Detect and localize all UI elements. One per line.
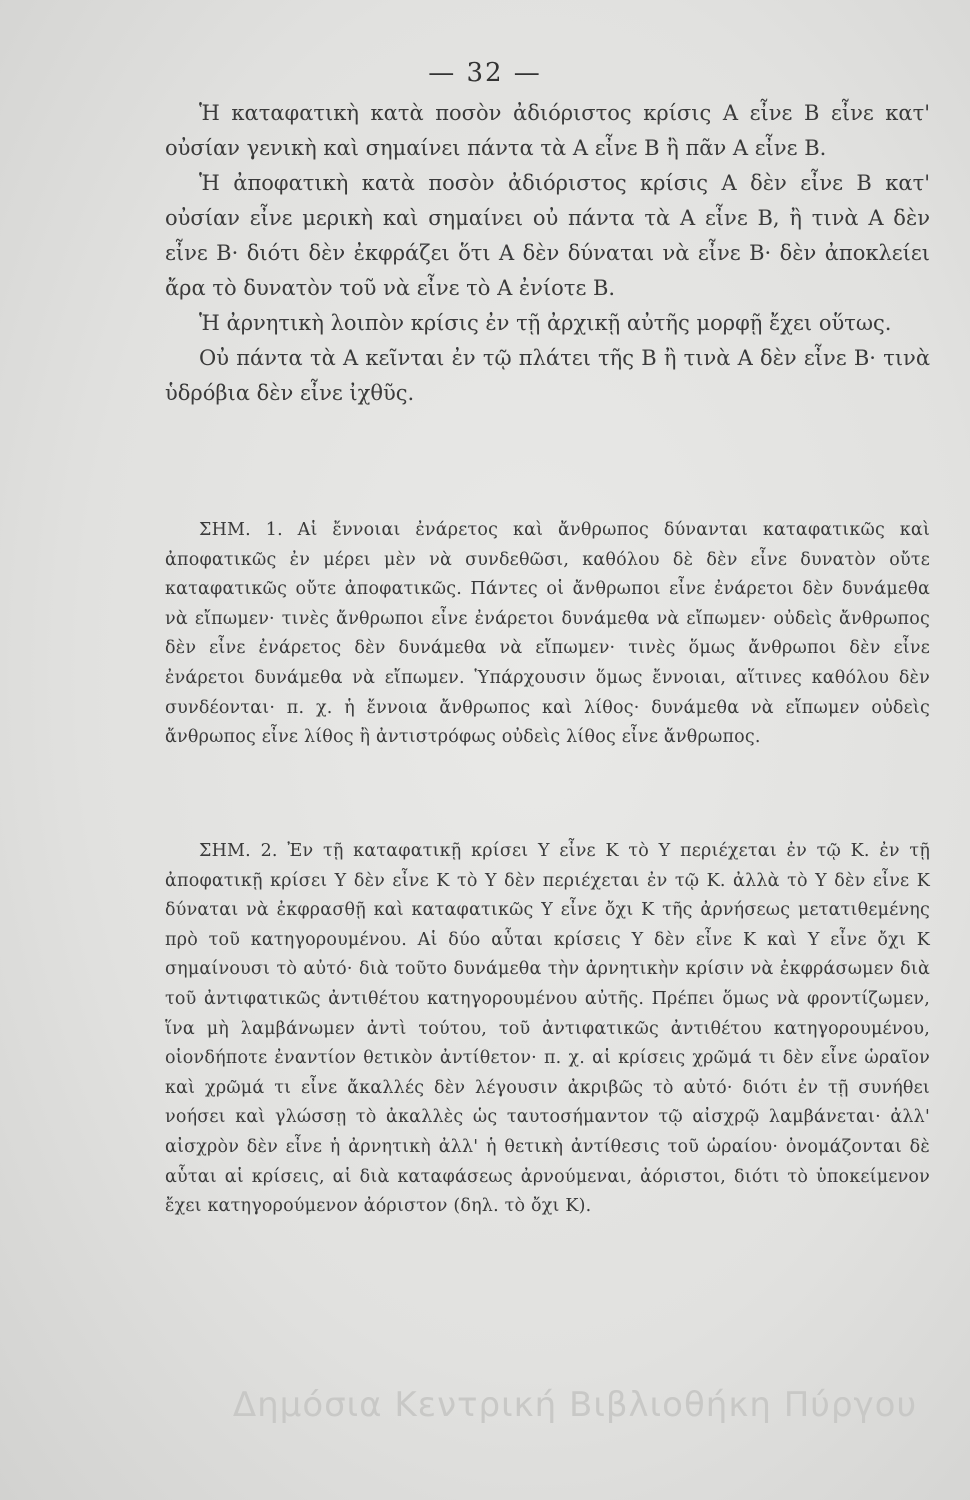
note-2-text: ΣΗΜ. 2. Ἐν τῇ καταφατικῇ κρίσει Υ εἶνε Κ τὸ Υ περιέχεται ἐν τῷ Κ. ἐν τῇ ἀποφατικῇ κρίσει Υ δὲν εἶνε Κ τὸ Υ δὲν περιέχεται ἐν τῷ Κ. ἀλλὰ τὸ Υ δὲν εἶνε Κ δύναται νὰ ἐκφρασθῇ καὶ καταφατικῶς Υ εἶνε ὄχι Κ τῆς ἀρνήσεως μετατιθεμένης πρὸ τοῦ κατηγορουμένου. Αἱ δύο αὗται κρίσεις Υ δὲν εἶνε Κ καὶ Υ εἶνε ὄχι Κ σημαίνουσι τὸ αὐτό· διὰ τοῦτο δυνάμεθα τὴν ἀρνητικὴν κρίσιν νὰ ἐκφράσωμεν διὰ τοῦ ἀντιφατικῶς ἀντιθέτου κατηγορουμένου αὐτῆς. Πρέπει ὅμως νὰ φροντίζωμεν, ἵνα μὴ λαμβάνωμεν ἀντὶ τούτου, τοῦ ἀντιφατικῶς ἀντιθέτου κατηγορουμένου, οἱονδήποτε ἐναντίον θετικὸν ἀντίθετον· π. χ. αἱ κρίσεις χρῶμά τι δὲν εἶνε ὡραῖον καὶ χρῶμά τι εἶνε ἄκαλλές δὲν λέγουσιν ἀκριβῶς τὸ αὐτό· διότι ἐν τῇ συνήθει νοήσει καὶ γλώσσῃ τὸ ἀκαλλὲς ὡς ταυτοσήμαντον τῷ αἰσχρῷ λαμβάνεται· ἀλλ' αἰσχρὸν δὲν εἶνε ἡ ἀρνητικὴ ἀλλ' ἡ θετικὴ ἀντίθεσις τοῦ ὡραίου· ὀνομάζονται δὲ αὗται αἱ κρίσεις, αἱ διὰ καταφάσεως ἀρνούμεναι, ἀόριστοι, διότι τὸ ὑποκείμενον ἔχει κατηγορούμενον ἀόριστον (δηλ. τὸ ὄχι Κ). [165,841,930,1217]
note-1 [165,516,930,753]
paragraph-affirmative: Ἡ καταφατικὴ κατὰ ποσὸν ἀδιόριστος κρίσις Α εἶνε Β εἶνε κατ' οὐσίαν γενικὴ καὶ σημαίνει πάντα τὰ Α εἶνε Β ἢ πᾶν Α εἶνε Β. [165,101,930,160]
paragraph-negative-form: Ἡ ἀρνητικὴ λοιπὸν κρίσις ἐν τῇ ἀρχικῇ αὐτῆς μορφῇ ἔχει οὕτως. [199,311,892,335]
note-1-text: ΣΗΜ. 1. Αἱ ἔννοιαι ἐνάρετος καὶ ἄνθρωπος δύνανται καταφατικῶς καὶ ἀποφατικῶς ἐν μέρει μὲν νὰ συνδεθῶσι, καθόλου δὲ δὲν εἶνε δυνατὸν οὔτε καταφατικῶς οὔτε ἀποφατικῶς. Πάντες οἱ ἄνθρωποι εἶνε ἐνάρετοι δὲν δυνάμεθα νὰ εἴπωμεν· τινὲς ἄνθρωποι εἶνε ἐνάρετοι δυνάμεθα νὰ εἴπωμεν· οὐδεὶς ἄνθρωπος δὲν εἶνε ἐνάρετος δὲν δυνάμεθα νὰ εἴπωμεν· τινὲς ὅμως ἄνθρωποι δὲν εἶνε ἐνάρετοι δυνάμεθα νὰ εἴπωμεν. Ὑπάρχουσιν ὅμως ἔννοιαι, αἵτινες καθόλου δὲν συνδέονται· π. χ. ἡ ἔννοια ἄνθρωπος καὶ λίθος· δυνάμεθα νὰ εἴπωμεν οὐδεὶς ἄνθρωπος εἶνε λίθος ἢ ἀντιστρόφως οὐδεὶς λίθος εἶνε ἄνθρωπος. [165,520,930,748]
paragraph-negative: Ἡ ἀποφατικὴ κατὰ ποσὸν ἀδιόριστος κρίσις Α δὲν εἶνε Β κατ' οὐσίαν εἶνε μερικὴ καὶ σημαίνει οὐ πάντα τὰ Α εἶνε Β, ἢ τινὰ Α δὲν εἶνε Β· διότι δὲν ἐκφράζει ὅτι Α δὲν δύναται νὰ εἶνε Β· δὲν ἀποκλείει ἄρα τὸ δυνατὸν τοῦ νὰ εἶνε τὸ Α ἐνίοτε Β. [165,171,930,300]
library-watermark: Δημόσια Κεντρική Βιβλιοθήκη Πύργου [232,1385,918,1425]
page-number: — 32 — [428,58,542,88]
main-text [165,96,930,411]
paragraph-example: Οὐ πάντα τὰ Α κεῖνται ἐν τῷ πλάτει τῆς Β ἢ τινὰ Α δὲν εἶνε Β· τινὰ ὑδρόβια δὲν εἶνε ἰχθῦς. [165,346,930,405]
note-2 [165,837,930,1222]
